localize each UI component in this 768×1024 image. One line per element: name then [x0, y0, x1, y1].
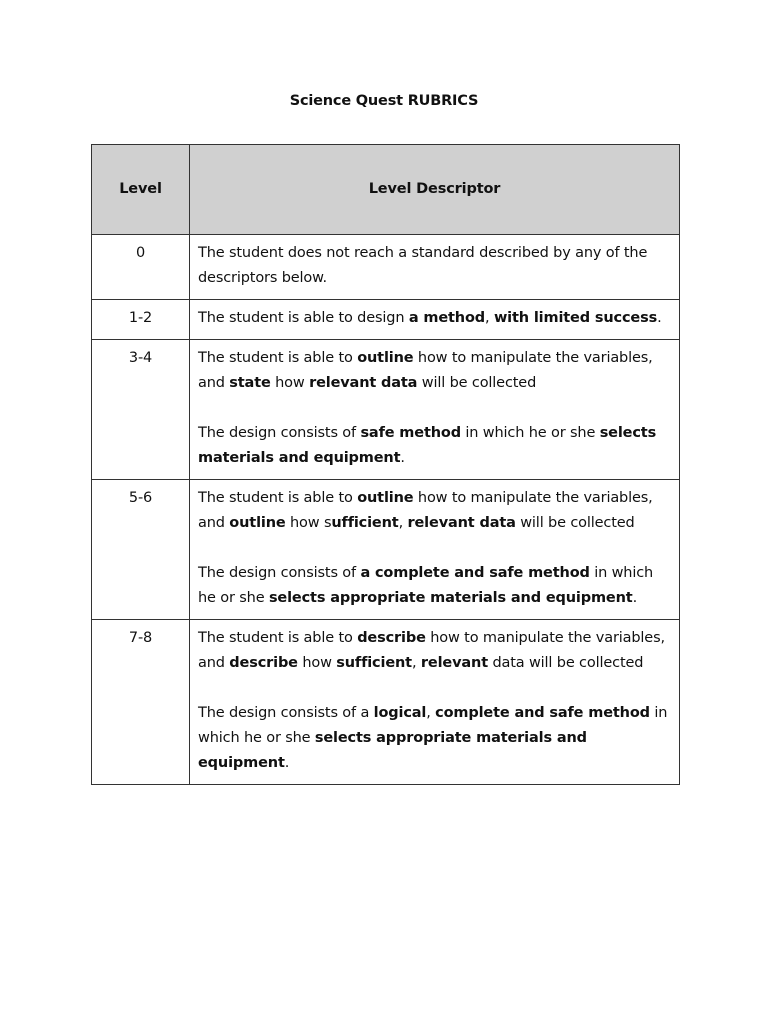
descriptor-text: ,	[398, 515, 408, 531]
emphasized-text: ufficient	[331, 515, 399, 531]
descriptor-text: The student does not reach a standard described by any of the descriptors below.	[198, 245, 648, 286]
descriptor-text: ,	[485, 310, 494, 326]
descriptor-cell	[190, 620, 680, 785]
descriptor-text: .	[400, 450, 405, 466]
emphasized-text: sufficient	[336, 655, 412, 671]
level-cell: 3-4	[92, 340, 190, 480]
emphasized-text: describe	[357, 630, 426, 646]
descriptor-text: The design consists of	[198, 565, 361, 581]
rubric-table-header	[92, 145, 680, 235]
table-row	[92, 480, 680, 620]
descriptor-text: in which he or she	[460, 425, 600, 441]
table-row	[92, 340, 680, 480]
level-cell: 5-6	[92, 480, 190, 620]
descriptor-text: The student is able to design	[198, 310, 409, 326]
descriptor-text: how to manipulate the variables, and	[198, 630, 665, 671]
table-row	[92, 235, 680, 300]
emphasized-text: selects appropriate materials and equipment	[198, 730, 587, 771]
emphasized-text: selects materials and equipment	[198, 425, 657, 466]
descriptor-paragraph	[198, 701, 671, 776]
emphasized-text: relevant data	[309, 375, 418, 391]
emphasized-text: state	[229, 375, 271, 391]
rubric-table-body	[92, 235, 680, 785]
emphasized-text: selects appropriate materials and equipment	[268, 590, 633, 606]
level-column-header: Level	[92, 145, 190, 235]
level-cell: 1-2	[92, 300, 190, 340]
descriptor-text: how s	[285, 515, 332, 531]
descriptor-paragraph	[198, 561, 671, 611]
descriptor-paragraph	[198, 626, 671, 676]
emphasized-text: with limited success	[493, 310, 658, 326]
level-cell: 0	[92, 235, 190, 300]
descriptor-text: in which he or she	[198, 565, 654, 606]
emphasized-text: outline	[357, 350, 414, 366]
descriptor-paragraph	[198, 306, 671, 331]
level-cell: 7-8	[92, 620, 190, 785]
emphasized-text: relevant data	[407, 515, 516, 531]
descriptor-cell	[190, 300, 680, 340]
emphasized-text: a method	[408, 310, 486, 326]
table-row	[92, 300, 680, 340]
descriptor-text: ,	[411, 655, 421, 671]
descriptor-text: The student is able to	[198, 490, 358, 506]
emphasized-text: safe method	[360, 425, 461, 441]
descriptor-text: how to manipulate the variables, and	[198, 490, 653, 531]
descriptor-text: .	[284, 755, 290, 771]
descriptor-text: .	[657, 310, 662, 326]
descriptor-column-header: Level Descriptor	[190, 145, 680, 235]
descriptor-text: will be collected	[515, 515, 635, 531]
header-row	[92, 145, 680, 235]
emphasized-text: complete and safe method	[435, 705, 650, 721]
descriptor-text: will be collected	[417, 375, 537, 391]
descriptor-paragraph	[198, 421, 671, 471]
descriptor-text: how	[297, 655, 337, 671]
descriptor-text: The student is able to	[198, 630, 358, 646]
descriptor-text: data will be collected	[487, 655, 644, 671]
descriptor-text: .	[632, 590, 638, 606]
descriptor-text: The design consists of a	[198, 705, 374, 721]
descriptor-text: The student is able to	[198, 350, 358, 366]
descriptor-text: The design consists of	[198, 425, 361, 441]
document-title: Science Quest RUBRICS	[289, 93, 479, 109]
descriptor-text: how to manipulate the variables, and	[198, 350, 653, 391]
emphasized-text: outline	[229, 515, 286, 531]
emphasized-text: relevant	[420, 655, 488, 671]
descriptor-paragraph	[198, 486, 671, 536]
descriptor-paragraph	[198, 346, 671, 396]
descriptor-cell	[190, 480, 680, 620]
descriptor-paragraph	[198, 241, 671, 291]
emphasized-text: describe	[229, 655, 298, 671]
table-row	[92, 620, 680, 785]
descriptor-text: how	[270, 375, 310, 391]
descriptor-text: ,	[426, 705, 436, 721]
descriptor-cell	[190, 340, 680, 480]
emphasized-text: a complete and safe method	[360, 565, 590, 581]
emphasized-text: logical	[373, 705, 427, 721]
descriptor-text: in which he or she	[198, 705, 668, 746]
rubric-table	[91, 144, 680, 785]
descriptor-cell	[190, 235, 680, 300]
emphasized-text: outline	[357, 490, 414, 506]
